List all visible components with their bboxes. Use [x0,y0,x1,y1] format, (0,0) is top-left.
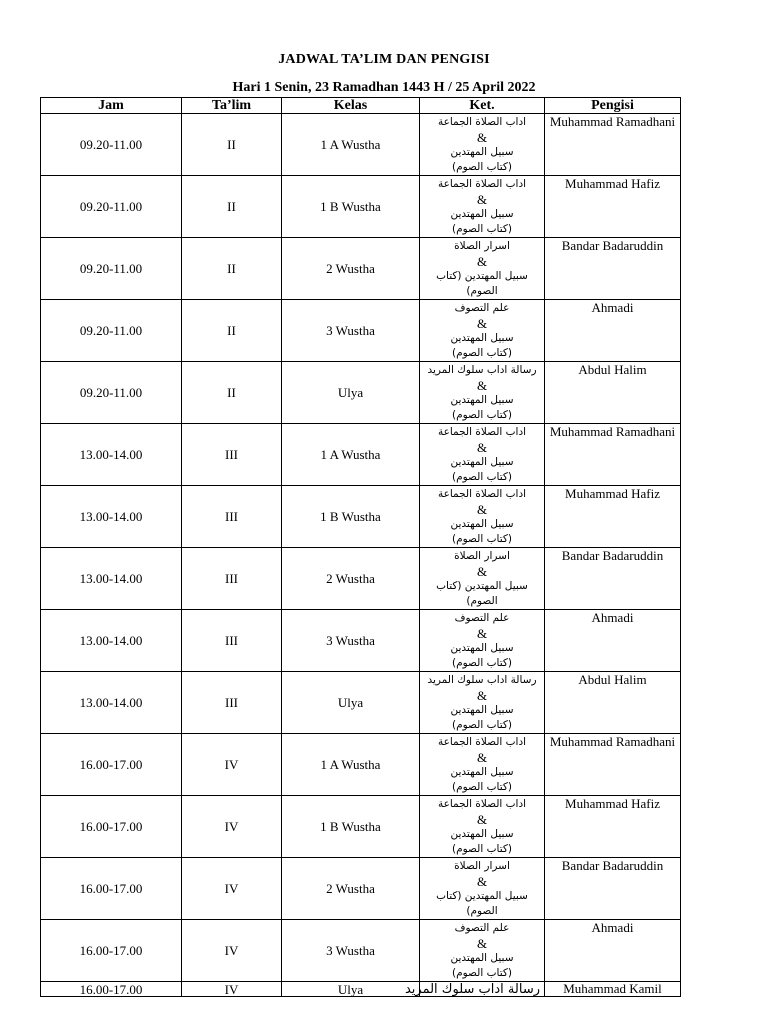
cell-pengisi: Muhammad Hafiz [545,796,681,858]
ket-line: & [476,315,488,331]
table-row [41,362,681,424]
document-title: JADWAL TA’LIM DAN PENGISI [278,52,490,67]
ket-line: اسرار الصلاة [454,239,510,252]
cell-jam: 13.00-14.00 [41,486,182,548]
ket-line: سبيل المهتدين [450,703,514,716]
ket-line: (كتاب الصوم) [452,656,512,669]
table-row [41,672,681,734]
cell-talim: IV [182,734,282,796]
ket-line: سبيل المهتدين (كتاب [436,269,528,282]
ket-line: الصوم) [466,904,498,917]
ket-line: علم التصوف [454,921,510,934]
cell-ket [420,300,545,362]
ket-line: اسرار الصلاة [454,549,510,562]
cell-pengisi: Ahmadi [545,610,681,672]
ket-line: علم التصوف [454,611,510,624]
ket-line: الصوم) [466,594,498,607]
ket-line: & [476,563,488,579]
ket-line: اداب الصلاة الجماعة [437,735,527,748]
ket-line: سبيل المهتدين [450,145,514,158]
ket-line: & [476,501,488,517]
cell-pengisi: Muhammad Ramadhani [545,424,681,486]
ket-line: (كتاب الصوم) [452,470,512,483]
ket-line: (كتاب الصوم) [452,780,512,793]
ket-line: اسرار الصلاة [454,859,510,872]
cell-jam: 13.00-14.00 [41,548,182,610]
cell-jam: 09.20-11.00 [41,114,182,176]
cell-kelas: Ulya [282,982,420,997]
ket-line: رسالة اداب سلوك المريد [427,673,537,686]
cell-talim: IV [182,982,282,997]
ket-line: & [476,935,488,951]
cell-kelas: 1 A Wustha [282,114,420,176]
cell-talim: II [182,362,282,424]
ket-line: سبيل المهتدين [450,207,514,220]
ket-line: (كتاب الصوم) [452,408,512,421]
cell-talim: II [182,238,282,300]
cell-jam: 13.00-14.00 [41,424,182,486]
cell-talim: IV [182,796,282,858]
cell-talim: II [182,114,282,176]
ket-line: علم التصوف [454,301,510,314]
table-row [41,176,681,238]
cell-talim: III [182,486,282,548]
cell-jam: 16.00-17.00 [41,920,182,982]
cell-kelas: Ulya [282,362,420,424]
ket-line: سبيل المهتدين [450,455,514,468]
ket-line: رسالة اداب سلوك المريد [427,363,537,376]
cell-pengisi: Abdul Halim [545,672,681,734]
cell-ket [420,176,545,238]
cell-ket [420,734,545,796]
header-talim: Ta’lim [182,98,282,114]
table-row [41,734,681,796]
cell-talim: IV [182,858,282,920]
cell-kelas: 1 B Wustha [282,176,420,238]
cell-kelas: 3 Wustha [282,300,420,362]
cell-ket [420,486,545,548]
ket-line: & [476,191,488,207]
cell-talim: III [182,548,282,610]
cell-kelas: 2 Wustha [282,548,420,610]
ket-line: سبيل المهتدين [450,641,514,654]
cell-pengisi: Muhammad Ramadhani [545,734,681,796]
header-ket: Ket. [420,98,545,114]
ket-line: اداب الصلاة الجماعة [437,115,527,128]
cell-kelas: 2 Wustha [282,238,420,300]
ket-line: سبيل المهتدين [450,331,514,344]
document-subtitle: Hari 1 Senin, 23 Ramadhan 1443 H / 25 April 2022 [232,80,536,95]
cell-jam: 09.20-11.00 [41,362,182,424]
cell-jam: 16.00-17.00 [41,982,182,997]
cell-talim: III [182,610,282,672]
cell-talim: IV [182,920,282,982]
cell-ket [404,981,545,997]
ket-line: (كتاب الصوم) [452,842,512,855]
cell-jam: 16.00-17.00 [41,734,182,796]
ket-line: اداب الصلاة الجماعة [437,797,527,810]
ket-line: سبيل المهتدين [450,517,514,530]
table-row [41,300,681,362]
cell-pengisi: Abdul Halim [545,362,681,424]
cell-jam: 13.00-14.00 [41,672,182,734]
ket-line: سبيل المهتدين (كتاب [436,579,528,592]
cell-ket [420,238,545,300]
table-row [41,238,681,300]
ket-line: سبيل المهتدين [450,827,514,840]
cell-ket [420,920,545,982]
cell-pengisi: Muhammad Ramadhani [545,114,681,176]
table-row [41,610,681,672]
cell-pengisi: Ahmadi [545,920,681,982]
cell-pengisi: Muhammad Hafiz [545,486,681,548]
table-row [41,114,681,176]
cell-kelas: 1 B Wustha [282,796,420,858]
ket-line: (كتاب الصوم) [452,966,512,979]
ket-line: & [476,749,488,765]
cell-pengisi: Muhammad Hafiz [545,176,681,238]
cell-pengisi: Bandar Badaruddin [545,858,681,920]
cell-talim: III [182,424,282,486]
cell-kelas: 1 A Wustha [282,734,420,796]
cell-jam: 09.20-11.00 [41,238,182,300]
table-row [41,796,681,858]
ket-line: (كتاب الصوم) [452,160,512,173]
schedule-table [40,97,681,997]
cell-jam: 09.20-11.00 [41,300,182,362]
ket-line: (كتاب الصوم) [452,532,512,545]
cell-kelas: 3 Wustha [282,920,420,982]
table-row [41,858,681,920]
cell-ket [420,114,545,176]
table-row [41,920,681,982]
ket-line: سبيل المهتدين (كتاب [436,889,528,902]
cell-jam: 16.00-17.00 [41,858,182,920]
ket-line: سبيل المهتدين [450,951,514,964]
ket-line: اداب الصلاة الجماعة [437,425,527,438]
cell-pengisi: Muhammad Kamil [545,982,681,997]
cell-ket [420,858,545,920]
cell-ket [420,548,545,610]
ket-line: & [476,129,488,145]
cell-kelas: 2 Wustha [282,858,420,920]
cell-jam: 13.00-14.00 [41,610,182,672]
cell-kelas: 1 B Wustha [282,486,420,548]
ket-line: & [476,811,488,827]
table-row [41,486,681,548]
cell-kelas: 3 Wustha [282,610,420,672]
ket-line: & [476,439,488,455]
ket-line: & [476,873,488,889]
cell-kelas: Ulya [282,672,420,734]
cell-jam: 16.00-17.00 [41,796,182,858]
table-header-row [41,98,681,114]
cell-ket [420,672,545,734]
ket-line: & [476,377,488,393]
header-kelas: Kelas [282,98,420,114]
ket-line: اداب الصلاة الجماعة [437,177,527,190]
table-row [41,982,681,997]
cell-ket [420,610,545,672]
ket-line: & [476,625,488,641]
cell-talim: II [182,176,282,238]
cell-ket [420,796,545,858]
cell-talim: III [182,672,282,734]
ket-line: (كتاب الصوم) [452,346,512,359]
ket-line: (كتاب الصوم) [452,222,512,235]
ket-line: اداب الصلاة الجماعة [437,487,527,500]
cell-pengisi: Bandar Badaruddin [545,238,681,300]
ket-line: & [476,687,488,703]
header-pengisi: Pengisi [545,98,681,114]
ket-line: سبيل المهتدين [450,393,514,406]
cell-ket [420,362,545,424]
ket-line: سبيل المهتدين [450,765,514,778]
cell-talim: II [182,300,282,362]
ket-line: رسالة اداب سلوك المريد [404,981,540,997]
ket-line: & [476,253,488,269]
table-row [41,548,681,610]
cell-pengisi: Bandar Badaruddin [545,548,681,610]
cell-ket [420,424,545,486]
cell-kelas: 1 A Wustha [282,424,420,486]
ket-line: الصوم) [466,284,498,297]
ket-line: (كتاب الصوم) [452,718,512,731]
header-jam: Jam [41,98,182,114]
cell-pengisi: Ahmadi [545,300,681,362]
cell-jam: 09.20-11.00 [41,176,182,238]
table-row [41,424,681,486]
